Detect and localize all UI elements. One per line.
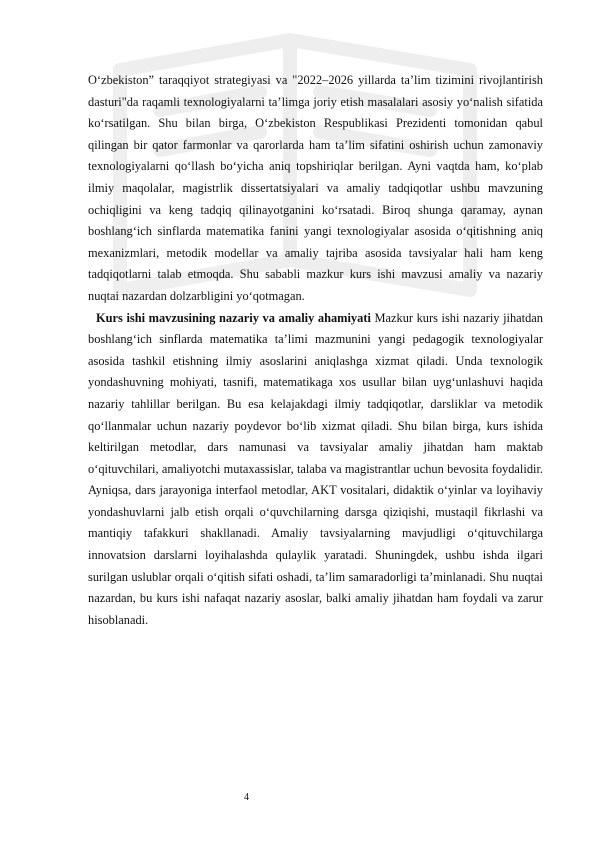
paragraph-two <box>88 308 543 632</box>
paragraph-one: O‘zbekiston” taraqqiyot strategiyasi va "2022–2026 yillarda ta’lim tizimini rivojlantirish dasturi"da raqamli texnologiyalarni ta’limga joriy etish masalalari asosiy yo‘nalish sifatida ko‘rsatilgan. Shu bilan birga, O‘zbekiston Respublikasi Prezidenti tomonidan qabul qilingan bir qator farmonlar va qarorlarda ham ta’lim sifatini oshirish uchun zamonaviy texnologiyalarni qo‘llash bo‘yicha aniq topshiriqlar berilgan. Ayni vaqtda ham, ko‘plab ilmiy maqolalar, magistrlik dissertatsiyalari va amaliy tadqiqotlar ushbu mavzuning ochiqligini va keng tadqiq qilinayotganini ko‘rsatadi. Biroq shunga qaramay, aynan boshlang‘ich sinflarda matematika fanini yangi texnologiyalar asosida o‘qitishning aniq mexanizmlari, metodik modellar va amaliy tajriba asosida tavsiyalar hali ham keng tadqiqotlarni talab etmoqda. Shu sababli mazkur kurs ishi mavzusi amaliy va nazariy nuqtai nazardan dolzarbligini yo‘qotmagan. <box>88 73 543 303</box>
paragraph-two-heading: Kurs ishi mavzusining nazariy va amaliy ahamiyati <box>96 310 371 325</box>
paragraph-two-body: Mazkur kurs ishi nazariy jihatdan boshlang‘ich sinflarda matematika ta’limi mazmunini yangi pedagogik texnologiyalar asosida tashkil etishning ilmiy asoslarini aniqlashga xizmat qiladi. Unda texnologik yondashuvning mohiyati, tasnifi, matematikaga xos usullar bilan uyg‘unlashuvi haqida nazariy tahlillar berilgan. Bu esa kelajakdagi ilmiy tadqiqotlar, darsliklar va metodik qo‘llanmalar uchun nazariy poydevor bo‘lib xizmat qiladi. Shu bilan birga, kurs ishida keltirilgan metodlar, dars namunasi va tavsiyalar amaliy jihatdan ham maktab o‘qituvchilari, amaliyotchi mutaxassislar, talaba va magistrantlar uchun bevosita foydalidir. Ayniqsa, dars jarayoniga interfaol metodlar, AKT vositalari, didaktik o‘yinlar va loyihaviy yondashuvlarni jalb etish orqali o‘quvchilarning darsga qiziqishi, mustaqil fikrlashi va mantiqiy tafakkuri shakllanadi. Amaliy tavsiyalarning mavjudligi o‘qituvchilarga innovatsion darslarni loyihalashda qulaylik yaratadi. Shuningdek, ushbu ishda ilgari surilgan uslublar orqali o‘qitish sifati oshadi, ta’lim samaradorligi ta’minlanadi. Shu nuqtai nazardan, bu kurs ishi nafaqat nazariy asoslar, balki amaliy jihatdan ham foydali va zarur hisoblanadi. <box>88 310 543 627</box>
page-number: 4 <box>244 792 249 803</box>
document-page <box>88 70 543 631</box>
